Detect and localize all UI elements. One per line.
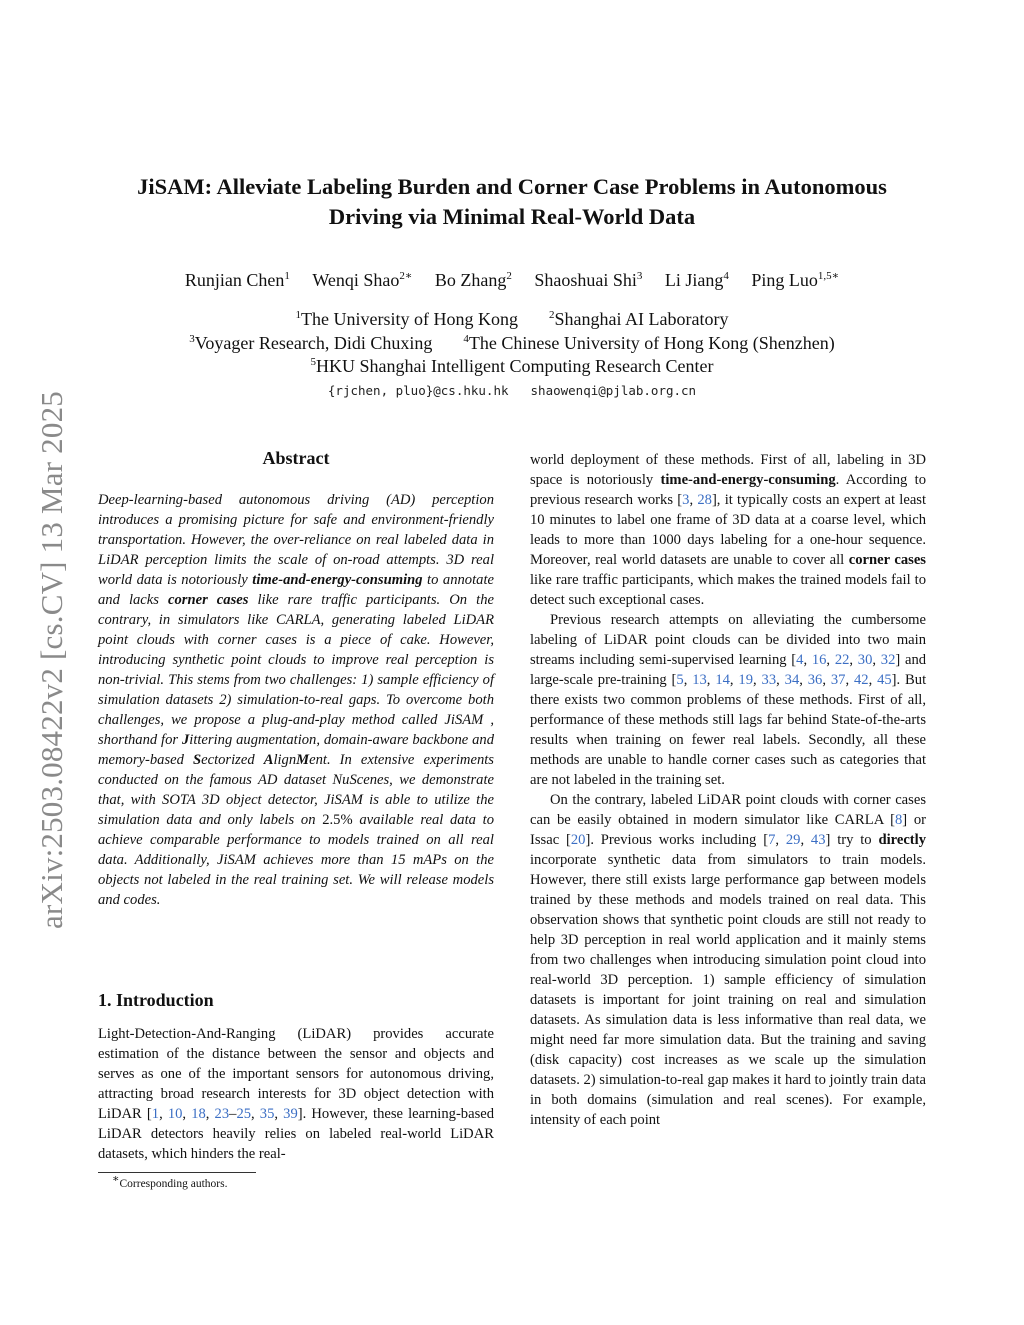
- author: Ping Luo$^{1,5∗}$: [751, 270, 840, 290]
- paragraph: Previous research attempts on alleviating the cumbersome labeling of LiDAR point clouds can be divided into two main streams including semi-supervised learning [4, 16, 22, 30, 32] and large-scale pre-training [5, 13, 14, 19, 33, 34, 36, 37, 42, 45]. But there exists two common problems of these methods. First of all, performance of these methods still lags far behind State-of-the-arts results when training on fewer real labels. Secondly, all these methods are unable to handle corner cases such as categories that are not labeled in the training set.: [530, 612, 927, 788]
- citation-link[interactable]: 42: [853, 672, 869, 688]
- citation-link[interactable]: 5: [676, 672, 684, 688]
- email: {rjchen, pluo}@cs.hku.hk: [327, 383, 509, 398]
- citation-link[interactable]: 34: [784, 672, 800, 688]
- footnote: ∗Corresponding authors.: [112, 1173, 228, 1190]
- citation-link[interactable]: 18: [191, 1106, 206, 1122]
- citation-link[interactable]: 30: [857, 652, 873, 668]
- citation-link[interactable]: 29: [785, 832, 801, 848]
- abstract-text: Deep-learning-based autonomous driving (AD) perception introduces a promising picture for safe and environment-friendly transportation. However, the over-reliance on real labeled data in LiDAR perception limits the scale of on-road attempts. 3D real world data is notoriously time-and-energy-consuming to annotate and lacks corner cases like rare traffic participants. On the contrary, in simulators like CARLA, generating labeled LiDAR point clouds with corner cases is a piece of cake. However, introducing synthetic point clouds to improve real perception is non-trivial. This stems from two challenges: 1) sample efficiency of simulation datasets 2) simulation-to-real gaps. To overcome both challenges, we propose a plug-and-play method called JiSAM , shorthand for Jittering augmentation, domain-aware backbone and memory-based Sectorized AlignMent. In extensive experiments conducted on the famous AD dataset NuScenes, we demonstrate that, with SOTA 3D object detector, JiSAM is able to utilize the simulation data and only labels on 2.5% available real data to achieve comparable performance to models trained on all real data. Additionally, JiSAM achieves more than 15 mAPs on the objects not labeled in the real training set. We will release models and codes.: [98, 492, 494, 908]
- citation-link[interactable]: 10: [167, 1106, 183, 1122]
- citation-link[interactable]: 1: [151, 1106, 160, 1122]
- affiliation: $^3$Voyager Research, Didi Chuxing: [189, 332, 433, 353]
- author: Shaoshuai Shi$^3$: [534, 270, 643, 290]
- paragraph: world deployment of these methods. First of all, labeling in 3D space is notoriously time-and-energy-consuming. According to previous research works [3, 28], it typically costs an expert at least 10 minutes to label one frame of 3D data at a coarse level, which leads to more than 1000 days labeling for a one-hour sequence. Moreover, real world datasets are unable to cover all corner cases like rare traffic participants, which makes the trained models fail to detect such exceptional cases.: [530, 452, 927, 608]
- email-list: [100, 383, 924, 398]
- citation-link[interactable]: 8: [895, 812, 903, 828]
- arxiv-id: arXiv:2503.08422v2 [cs.CV] 13 Mar 2025: [34, 391, 69, 929]
- right-column-text: [530, 450, 926, 1130]
- citation-link[interactable]: 39: [283, 1106, 298, 1122]
- author: Li Jiang$^4$: [664, 270, 729, 290]
- citation-link[interactable]: 19: [738, 672, 754, 688]
- citation-link[interactable]: 20: [570, 832, 586, 848]
- section-heading-introduction: 1. Introduction: [98, 990, 214, 1010]
- citation-link[interactable]: 23: [214, 1106, 230, 1122]
- footnote-rule: [98, 1172, 256, 1173]
- title-line-2: Driving via Minimal Real-World Data: [328, 204, 696, 229]
- citation-link[interactable]: 28: [697, 492, 712, 508]
- title-line-1: JiSAM: Alleviate Labeling Burden and Corner Case Problems in Autonomous: [137, 174, 887, 199]
- citation-link[interactable]: 37: [830, 672, 846, 688]
- author-list: [100, 270, 924, 291]
- arxiv-watermark: [30, 350, 74, 970]
- citation-link[interactable]: 35: [259, 1106, 275, 1122]
- citation-link[interactable]: 3: [682, 492, 690, 508]
- paragraph: On the contrary, labeled LiDAR point clouds with corner cases can be easily obtained in modern simulator like CARLA [8] or Issac [20]. Previous works including [7, 29, 43] try to directly incorporate synthetic data from simulators to train models. However, there still exists large performance gap between models trained by these methods and models trained on real data. This observation shows that synthetic point clouds are still not ready to help 3D perception in real world application and it mainly stems from two challenges when introducing simulation point cloud into real-world 3D perception. 1) sample efficiency of simulation datasets is important for joint training on real and simulation datasets. As simulation data is less informative than real data, we might need far more simulation data. But the training and saving (disk capacity) cost increases as we scale up the simulation datasets. 2) simulation-to-real gap makes it hard to jointly train data in both domains (simulation and real scenes). For example, intensity of each point: [530, 792, 927, 1128]
- citation-link[interactable]: 36: [807, 672, 823, 688]
- author: Runjian Chen$^1$: [184, 270, 290, 290]
- citation-link[interactable]: 16: [811, 652, 827, 668]
- abstract-heading: Abstract: [262, 448, 330, 468]
- citation-link[interactable]: 25: [236, 1106, 252, 1122]
- author: Wenqi Shao$^{2∗}$: [312, 270, 413, 290]
- author: Bo Zhang$^2$: [434, 270, 512, 290]
- citation-link[interactable]: 43: [810, 832, 826, 848]
- citation-link[interactable]: 22: [834, 652, 850, 668]
- affiliation: $^1$The University of Hong Kong: [295, 309, 518, 329]
- affiliation: $^2$Shanghai AI Laboratory: [549, 309, 729, 329]
- citation-link[interactable]: 13: [692, 672, 707, 688]
- affiliations: [100, 308, 924, 379]
- paper-title: [100, 172, 924, 232]
- introduction-text: Light-Detection-And-Ranging (LiDAR) provides accurate estimation of the distance between the sensor and objects and serves as one of the important sensors for autonomous driving, attracting broad research interests for 3D object detection with LiDAR [1, 10, 18, 23–25, 35, 39]. However, these learning-based LiDAR detectors heavily relies on labeled real-world LiDAR datasets, which hinders the real-: [98, 1026, 495, 1162]
- citation-link[interactable]: 32: [880, 652, 896, 668]
- citation-link[interactable]: 45: [877, 672, 892, 688]
- citation-link[interactable]: 33: [761, 672, 777, 688]
- email: shaowenqi@pjlab.org.cn: [530, 383, 697, 398]
- citation-link[interactable]: 4: [796, 652, 804, 668]
- citation-link[interactable]: 7: [768, 832, 776, 848]
- affiliation: $^4$The Chinese University of Hong Kong (Shenzhen): [463, 332, 835, 353]
- citation-link[interactable]: 14: [715, 672, 730, 688]
- affiliation: $^5$HKU Shanghai Intelligent Computing Research Center: [310, 356, 714, 376]
